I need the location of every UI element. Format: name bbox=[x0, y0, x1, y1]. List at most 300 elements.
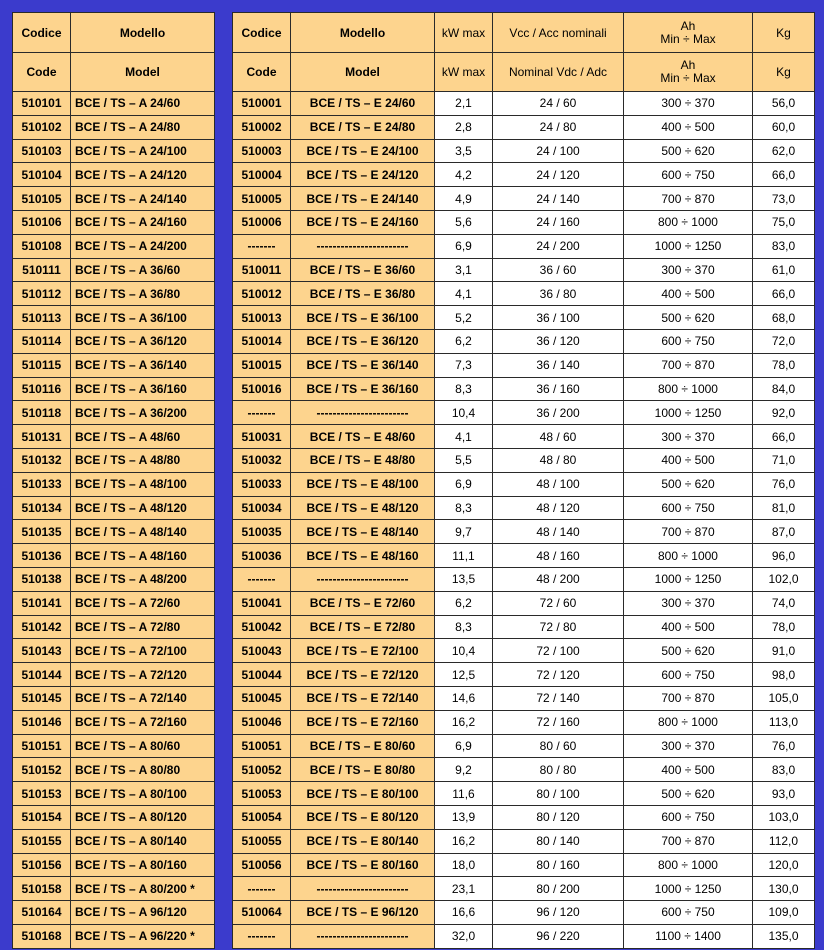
model-e-cell: ----------------------- bbox=[291, 924, 435, 948]
model-e-cell: BCE / TS – E 72/120 bbox=[291, 663, 435, 687]
code-e-cell: 510004 bbox=[233, 163, 291, 187]
kg-cell: 83,0 bbox=[753, 758, 815, 782]
table-row bbox=[233, 591, 815, 615]
kw-cell: 8,3 bbox=[435, 496, 493, 520]
code-e-cell: 510045 bbox=[233, 686, 291, 710]
kg-cell: 61,0 bbox=[753, 258, 815, 282]
model-a-cell: BCE / TS – A 36/60 bbox=[71, 258, 215, 282]
kw-cell: 16,6 bbox=[435, 901, 493, 925]
header-code: Code bbox=[13, 53, 71, 92]
vdc-cell: 80 / 160 bbox=[493, 853, 624, 877]
table-row bbox=[13, 401, 215, 425]
kg-cell: 75,0 bbox=[753, 210, 815, 234]
model-a-cell: BCE / TS – A 24/160 bbox=[71, 210, 215, 234]
model-a-cell: BCE / TS – A 72/80 bbox=[71, 615, 215, 639]
table-row bbox=[13, 829, 215, 853]
model-e-cell: BCE / TS – E 36/160 bbox=[291, 377, 435, 401]
ah-cell: 300 ÷ 370 bbox=[624, 92, 753, 116]
ah-cell: 700 ÷ 870 bbox=[624, 187, 753, 211]
vdc-cell: 96 / 120 bbox=[493, 901, 624, 925]
model-a-cell: BCE / TS – A 48/100 bbox=[71, 472, 215, 496]
ah-cell: 1000 ÷ 1250 bbox=[624, 234, 753, 258]
table-row bbox=[233, 377, 815, 401]
table-e-series bbox=[232, 12, 815, 949]
code-e-cell: 510013 bbox=[233, 306, 291, 330]
vdc-cell: 80 / 120 bbox=[493, 805, 624, 829]
header-model: Model bbox=[71, 53, 215, 92]
table-row bbox=[233, 639, 815, 663]
kw-cell: 6,9 bbox=[435, 234, 493, 258]
code-a-cell: 510168 bbox=[13, 924, 71, 948]
model-e-cell: BCE / TS – E 24/140 bbox=[291, 187, 435, 211]
table-row bbox=[13, 472, 215, 496]
kg-cell: 112,0 bbox=[753, 829, 815, 853]
code-e-cell: 510064 bbox=[233, 901, 291, 925]
table-row bbox=[13, 710, 215, 734]
table-row bbox=[13, 782, 215, 806]
table-row bbox=[233, 306, 815, 330]
table-row bbox=[13, 139, 215, 163]
code-e-cell: 510012 bbox=[233, 282, 291, 306]
kg-cell: 76,0 bbox=[753, 734, 815, 758]
ah-cell: 800 ÷ 1000 bbox=[624, 544, 753, 568]
code-a-cell: 510105 bbox=[13, 187, 71, 211]
code-a-cell: 510144 bbox=[13, 663, 71, 687]
table-row bbox=[233, 187, 815, 211]
table-row bbox=[233, 234, 815, 258]
vdc-cell: 36 / 200 bbox=[493, 401, 624, 425]
table-row bbox=[13, 282, 215, 306]
ah-cell: 400 ÷ 500 bbox=[624, 115, 753, 139]
model-a-cell: BCE / TS – A 80/100 bbox=[71, 782, 215, 806]
ah-cell: 600 ÷ 750 bbox=[624, 329, 753, 353]
table-row bbox=[233, 663, 815, 687]
model-a-cell: BCE / TS – A 36/100 bbox=[71, 306, 215, 330]
table-row bbox=[13, 210, 215, 234]
kg-cell: 98,0 bbox=[753, 663, 815, 687]
kw-cell: 8,3 bbox=[435, 615, 493, 639]
kw-cell: 23,1 bbox=[435, 877, 493, 901]
code-a-cell: 510101 bbox=[13, 92, 71, 116]
code-e-cell: 510052 bbox=[233, 758, 291, 782]
model-e-cell: BCE / TS – E 48/100 bbox=[291, 472, 435, 496]
ah-cell: 400 ÷ 500 bbox=[624, 615, 753, 639]
code-a-cell: 510112 bbox=[13, 282, 71, 306]
model-a-cell: BCE / TS – A 36/140 bbox=[71, 353, 215, 377]
model-e-cell: BCE / TS – E 72/100 bbox=[291, 639, 435, 663]
kg-cell: 66,0 bbox=[753, 282, 815, 306]
vdc-cell: 36 / 60 bbox=[493, 258, 624, 282]
code-a-cell: 510108 bbox=[13, 234, 71, 258]
table-row bbox=[13, 115, 215, 139]
model-e-cell: BCE / TS – E 72/140 bbox=[291, 686, 435, 710]
code-e-cell: 510005 bbox=[233, 187, 291, 211]
model-a-cell: BCE / TS – A 80/60 bbox=[71, 734, 215, 758]
code-a-cell: 510133 bbox=[13, 472, 71, 496]
code-a-cell: 510156 bbox=[13, 853, 71, 877]
header-vcc-nominali: Vcc / Acc nominali bbox=[493, 13, 624, 53]
kg-cell: 73,0 bbox=[753, 187, 815, 211]
table-row bbox=[13, 663, 215, 687]
kw-cell: 4,1 bbox=[435, 425, 493, 449]
model-e-cell: BCE / TS – E 36/60 bbox=[291, 258, 435, 282]
kg-cell: 120,0 bbox=[753, 853, 815, 877]
header-code: Code bbox=[233, 53, 291, 92]
model-e-cell: BCE / TS – E 48/140 bbox=[291, 520, 435, 544]
vdc-cell: 48 / 200 bbox=[493, 567, 624, 591]
model-a-cell: BCE / TS – A 96/220 * bbox=[71, 924, 215, 948]
header-ah-min-max bbox=[624, 13, 753, 53]
model-e-cell: BCE / TS – E 48/120 bbox=[291, 496, 435, 520]
model-e-cell: ----------------------- bbox=[291, 877, 435, 901]
header-min-max: Min ÷ Max bbox=[660, 31, 716, 46]
kg-cell: 102,0 bbox=[753, 567, 815, 591]
table-row bbox=[13, 639, 215, 663]
kw-cell: 7,3 bbox=[435, 353, 493, 377]
header-kw-max: kW max bbox=[435, 13, 493, 53]
kw-cell: 13,9 bbox=[435, 805, 493, 829]
header-ah: Ah bbox=[680, 58, 696, 72]
code-a-cell: 510138 bbox=[13, 567, 71, 591]
vdc-cell: 36 / 80 bbox=[493, 282, 624, 306]
kw-cell: 4,2 bbox=[435, 163, 493, 187]
table-row bbox=[233, 829, 815, 853]
table-row bbox=[13, 544, 215, 568]
kw-cell: 5,6 bbox=[435, 210, 493, 234]
table-row bbox=[233, 472, 815, 496]
code-e-cell: 510002 bbox=[233, 115, 291, 139]
code-e-cell: ------- bbox=[233, 567, 291, 591]
model-a-cell: BCE / TS – A 48/80 bbox=[71, 448, 215, 472]
code-a-cell: 510113 bbox=[13, 306, 71, 330]
header-codice: Codice bbox=[13, 13, 71, 53]
model-e-cell: BCE / TS – E 36/140 bbox=[291, 353, 435, 377]
vdc-cell: 36 / 120 bbox=[493, 329, 624, 353]
kg-cell: 62,0 bbox=[753, 139, 815, 163]
vdc-cell: 24 / 120 bbox=[493, 163, 624, 187]
model-e-cell: BCE / TS – E 36/80 bbox=[291, 282, 435, 306]
table-row bbox=[233, 758, 815, 782]
table-row bbox=[233, 115, 815, 139]
code-a-cell: 510154 bbox=[13, 805, 71, 829]
kw-cell: 8,3 bbox=[435, 377, 493, 401]
table-row bbox=[233, 567, 815, 591]
code-e-cell: 510031 bbox=[233, 425, 291, 449]
vdc-cell: 36 / 100 bbox=[493, 306, 624, 330]
ah-cell: 600 ÷ 750 bbox=[624, 496, 753, 520]
kw-cell: 14,6 bbox=[435, 686, 493, 710]
code-a-cell: 510103 bbox=[13, 139, 71, 163]
table-row bbox=[13, 758, 215, 782]
ah-cell: 1000 ÷ 1250 bbox=[624, 401, 753, 425]
table-a-series bbox=[12, 12, 215, 949]
table-row bbox=[233, 782, 815, 806]
kg-cell: 103,0 bbox=[753, 805, 815, 829]
code-e-cell: ------- bbox=[233, 234, 291, 258]
table-row bbox=[13, 901, 215, 925]
vdc-cell: 24 / 160 bbox=[493, 210, 624, 234]
kw-cell: 5,2 bbox=[435, 306, 493, 330]
model-e-cell: BCE / TS – E 36/120 bbox=[291, 329, 435, 353]
table-row bbox=[13, 496, 215, 520]
table-row bbox=[13, 329, 215, 353]
vdc-cell: 48 / 60 bbox=[493, 425, 624, 449]
code-a-cell: 510114 bbox=[13, 329, 71, 353]
code-a-cell: 510146 bbox=[13, 710, 71, 734]
table-row bbox=[233, 615, 815, 639]
ah-cell: 300 ÷ 370 bbox=[624, 591, 753, 615]
ah-cell: 800 ÷ 1000 bbox=[624, 853, 753, 877]
kw-cell: 11,1 bbox=[435, 544, 493, 568]
kw-cell: 12,5 bbox=[435, 663, 493, 687]
kg-cell: 92,0 bbox=[753, 401, 815, 425]
table-row bbox=[233, 448, 815, 472]
model-a-cell: BCE / TS – A 36/160 bbox=[71, 377, 215, 401]
table-row bbox=[13, 924, 215, 948]
model-a-cell: BCE / TS – A 36/80 bbox=[71, 282, 215, 306]
code-a-cell: 510152 bbox=[13, 758, 71, 782]
model-a-cell: BCE / TS – A 24/120 bbox=[71, 163, 215, 187]
model-a-cell: BCE / TS – A 48/200 bbox=[71, 567, 215, 591]
table-row bbox=[233, 329, 815, 353]
table-row bbox=[233, 544, 815, 568]
code-e-cell: 510015 bbox=[233, 353, 291, 377]
kw-cell: 16,2 bbox=[435, 710, 493, 734]
kw-cell: 10,4 bbox=[435, 401, 493, 425]
table-row bbox=[233, 924, 815, 948]
table-row bbox=[13, 92, 215, 116]
code-e-cell: 510011 bbox=[233, 258, 291, 282]
kg-cell: 78,0 bbox=[753, 615, 815, 639]
model-a-cell: BCE / TS – A 80/200 * bbox=[71, 877, 215, 901]
code-a-cell: 510151 bbox=[13, 734, 71, 758]
kg-cell: 81,0 bbox=[753, 496, 815, 520]
code-e-cell: 510034 bbox=[233, 496, 291, 520]
ah-cell: 500 ÷ 620 bbox=[624, 472, 753, 496]
model-e-cell: BCE / TS – E 24/80 bbox=[291, 115, 435, 139]
header-kw-max: kW max bbox=[435, 53, 493, 92]
table-row bbox=[233, 520, 815, 544]
model-e-cell: BCE / TS – E 80/60 bbox=[291, 734, 435, 758]
vdc-cell: 72 / 60 bbox=[493, 591, 624, 615]
model-a-cell: BCE / TS – A 72/160 bbox=[71, 710, 215, 734]
code-e-cell: 510014 bbox=[233, 329, 291, 353]
table-row bbox=[233, 92, 815, 116]
header-ah-min-max bbox=[624, 53, 753, 92]
table-row bbox=[13, 615, 215, 639]
header-kg: Kg bbox=[753, 53, 815, 92]
ah-cell: 600 ÷ 750 bbox=[624, 663, 753, 687]
model-e-cell: BCE / TS – E 36/100 bbox=[291, 306, 435, 330]
kw-cell: 2,8 bbox=[435, 115, 493, 139]
code-a-cell: 510104 bbox=[13, 163, 71, 187]
kw-cell: 9,2 bbox=[435, 758, 493, 782]
ah-cell: 1000 ÷ 1250 bbox=[624, 567, 753, 591]
code-a-cell: 510141 bbox=[13, 591, 71, 615]
kg-cell: 96,0 bbox=[753, 544, 815, 568]
table-row bbox=[13, 734, 215, 758]
ah-cell: 500 ÷ 620 bbox=[624, 782, 753, 806]
kg-cell: 66,0 bbox=[753, 163, 815, 187]
vdc-cell: 72 / 120 bbox=[493, 663, 624, 687]
code-e-cell: 510051 bbox=[233, 734, 291, 758]
table-row bbox=[13, 520, 215, 544]
vdc-cell: 24 / 100 bbox=[493, 139, 624, 163]
kw-cell: 10,4 bbox=[435, 639, 493, 663]
kw-cell: 3,5 bbox=[435, 139, 493, 163]
header-kg: Kg bbox=[753, 13, 815, 53]
ah-cell: 700 ÷ 870 bbox=[624, 353, 753, 377]
ah-cell: 800 ÷ 1000 bbox=[624, 377, 753, 401]
code-e-cell: 510042 bbox=[233, 615, 291, 639]
table-row bbox=[233, 853, 815, 877]
kw-cell: 6,9 bbox=[435, 472, 493, 496]
model-a-cell: BCE / TS – A 72/140 bbox=[71, 686, 215, 710]
kw-cell: 6,2 bbox=[435, 329, 493, 353]
model-a-cell: BCE / TS – A 24/200 bbox=[71, 234, 215, 258]
vdc-cell: 24 / 200 bbox=[493, 234, 624, 258]
ah-cell: 600 ÷ 750 bbox=[624, 805, 753, 829]
kg-cell: 56,0 bbox=[753, 92, 815, 116]
code-e-cell: 510046 bbox=[233, 710, 291, 734]
model-e-cell: BCE / TS – E 24/120 bbox=[291, 163, 435, 187]
kg-cell: 109,0 bbox=[753, 901, 815, 925]
table-row bbox=[13, 187, 215, 211]
code-e-cell: 510056 bbox=[233, 853, 291, 877]
table-row bbox=[233, 425, 815, 449]
ah-cell: 700 ÷ 870 bbox=[624, 829, 753, 853]
model-a-cell: BCE / TS – A 72/60 bbox=[71, 591, 215, 615]
kg-cell: 91,0 bbox=[753, 639, 815, 663]
header-model: Model bbox=[291, 53, 435, 92]
code-e-cell: 510054 bbox=[233, 805, 291, 829]
model-e-cell: BCE / TS – E 80/80 bbox=[291, 758, 435, 782]
kw-cell: 2,1 bbox=[435, 92, 493, 116]
code-e-cell: 510053 bbox=[233, 782, 291, 806]
table-row bbox=[13, 353, 215, 377]
code-a-cell: 510115 bbox=[13, 353, 71, 377]
table-row bbox=[13, 567, 215, 591]
model-a-cell: BCE / TS – A 36/200 bbox=[71, 401, 215, 425]
table-row bbox=[233, 163, 815, 187]
model-e-cell: ----------------------- bbox=[291, 401, 435, 425]
table-row bbox=[233, 353, 815, 377]
table-row bbox=[233, 710, 815, 734]
vdc-cell: 24 / 80 bbox=[493, 115, 624, 139]
code-e-cell: 510036 bbox=[233, 544, 291, 568]
model-e-cell: BCE / TS – E 96/120 bbox=[291, 901, 435, 925]
model-a-cell: BCE / TS – A 48/120 bbox=[71, 496, 215, 520]
header-ah: Ah bbox=[680, 18, 696, 33]
model-a-cell: BCE / TS – A 72/100 bbox=[71, 639, 215, 663]
code-a-cell: 510136 bbox=[13, 544, 71, 568]
kg-cell: 78,0 bbox=[753, 353, 815, 377]
ah-cell: 300 ÷ 370 bbox=[624, 734, 753, 758]
table-row bbox=[233, 496, 815, 520]
kg-cell: 71,0 bbox=[753, 448, 815, 472]
kg-cell: 66,0 bbox=[753, 425, 815, 449]
vdc-cell: 80 / 140 bbox=[493, 829, 624, 853]
ah-cell: 800 ÷ 1000 bbox=[624, 210, 753, 234]
model-a-cell: BCE / TS – A 96/120 bbox=[71, 901, 215, 925]
vdc-cell: 24 / 60 bbox=[493, 92, 624, 116]
ah-cell: 300 ÷ 370 bbox=[624, 425, 753, 449]
code-a-cell: 510158 bbox=[13, 877, 71, 901]
kg-cell: 74,0 bbox=[753, 591, 815, 615]
model-e-cell: BCE / TS – E 24/60 bbox=[291, 92, 435, 116]
model-e-cell: BCE / TS – E 48/160 bbox=[291, 544, 435, 568]
ah-cell: 1000 ÷ 1250 bbox=[624, 877, 753, 901]
kw-cell: 6,2 bbox=[435, 591, 493, 615]
ah-cell: 400 ÷ 500 bbox=[624, 448, 753, 472]
model-a-cell: BCE / TS – A 24/140 bbox=[71, 187, 215, 211]
model-a-cell: BCE / TS – A 24/100 bbox=[71, 139, 215, 163]
kg-cell: 130,0 bbox=[753, 877, 815, 901]
table-row bbox=[13, 591, 215, 615]
code-e-cell: 510043 bbox=[233, 639, 291, 663]
table-row bbox=[233, 282, 815, 306]
vdc-cell: 80 / 100 bbox=[493, 782, 624, 806]
kg-cell: 84,0 bbox=[753, 377, 815, 401]
model-e-cell: ----------------------- bbox=[291, 567, 435, 591]
code-e-cell: ------- bbox=[233, 924, 291, 948]
model-e-cell: BCE / TS – E 24/100 bbox=[291, 139, 435, 163]
code-a-cell: 510111 bbox=[13, 258, 71, 282]
code-e-cell: 510033 bbox=[233, 472, 291, 496]
kg-cell: 68,0 bbox=[753, 306, 815, 330]
kg-cell: 76,0 bbox=[753, 472, 815, 496]
table-row bbox=[233, 877, 815, 901]
table-row bbox=[233, 805, 815, 829]
table-row bbox=[13, 163, 215, 187]
table-row bbox=[13, 805, 215, 829]
code-a-cell: 510102 bbox=[13, 115, 71, 139]
model-e-cell: BCE / TS – E 72/160 bbox=[291, 710, 435, 734]
kg-cell: 87,0 bbox=[753, 520, 815, 544]
header-modello: Modello bbox=[71, 13, 215, 53]
vdc-cell: 36 / 160 bbox=[493, 377, 624, 401]
model-e-cell: BCE / TS – E 80/120 bbox=[291, 805, 435, 829]
table-row bbox=[13, 258, 215, 282]
code-a-cell: 510153 bbox=[13, 782, 71, 806]
table-row bbox=[233, 901, 815, 925]
model-e-cell: BCE / TS – E 80/140 bbox=[291, 829, 435, 853]
vdc-cell: 96 / 220 bbox=[493, 924, 624, 948]
kg-cell: 113,0 bbox=[753, 710, 815, 734]
kw-cell: 13,5 bbox=[435, 567, 493, 591]
header-modello: Modello bbox=[291, 13, 435, 53]
table-row bbox=[13, 377, 215, 401]
kw-cell: 4,9 bbox=[435, 187, 493, 211]
code-a-cell: 510155 bbox=[13, 829, 71, 853]
code-a-cell: 510131 bbox=[13, 425, 71, 449]
vdc-cell: 80 / 200 bbox=[493, 877, 624, 901]
model-e-cell: BCE / TS – E 72/80 bbox=[291, 615, 435, 639]
table-row bbox=[233, 258, 815, 282]
kg-cell: 72,0 bbox=[753, 329, 815, 353]
table-row bbox=[13, 234, 215, 258]
kg-cell: 60,0 bbox=[753, 115, 815, 139]
ah-cell: 800 ÷ 1000 bbox=[624, 710, 753, 734]
ah-cell: 700 ÷ 870 bbox=[624, 520, 753, 544]
code-a-cell: 510142 bbox=[13, 615, 71, 639]
model-a-cell: BCE / TS – A 72/120 bbox=[71, 663, 215, 687]
table-row bbox=[233, 210, 815, 234]
code-a-cell: 510132 bbox=[13, 448, 71, 472]
vdc-cell: 72 / 100 bbox=[493, 639, 624, 663]
kg-cell: 105,0 bbox=[753, 686, 815, 710]
ah-cell: 500 ÷ 620 bbox=[624, 139, 753, 163]
